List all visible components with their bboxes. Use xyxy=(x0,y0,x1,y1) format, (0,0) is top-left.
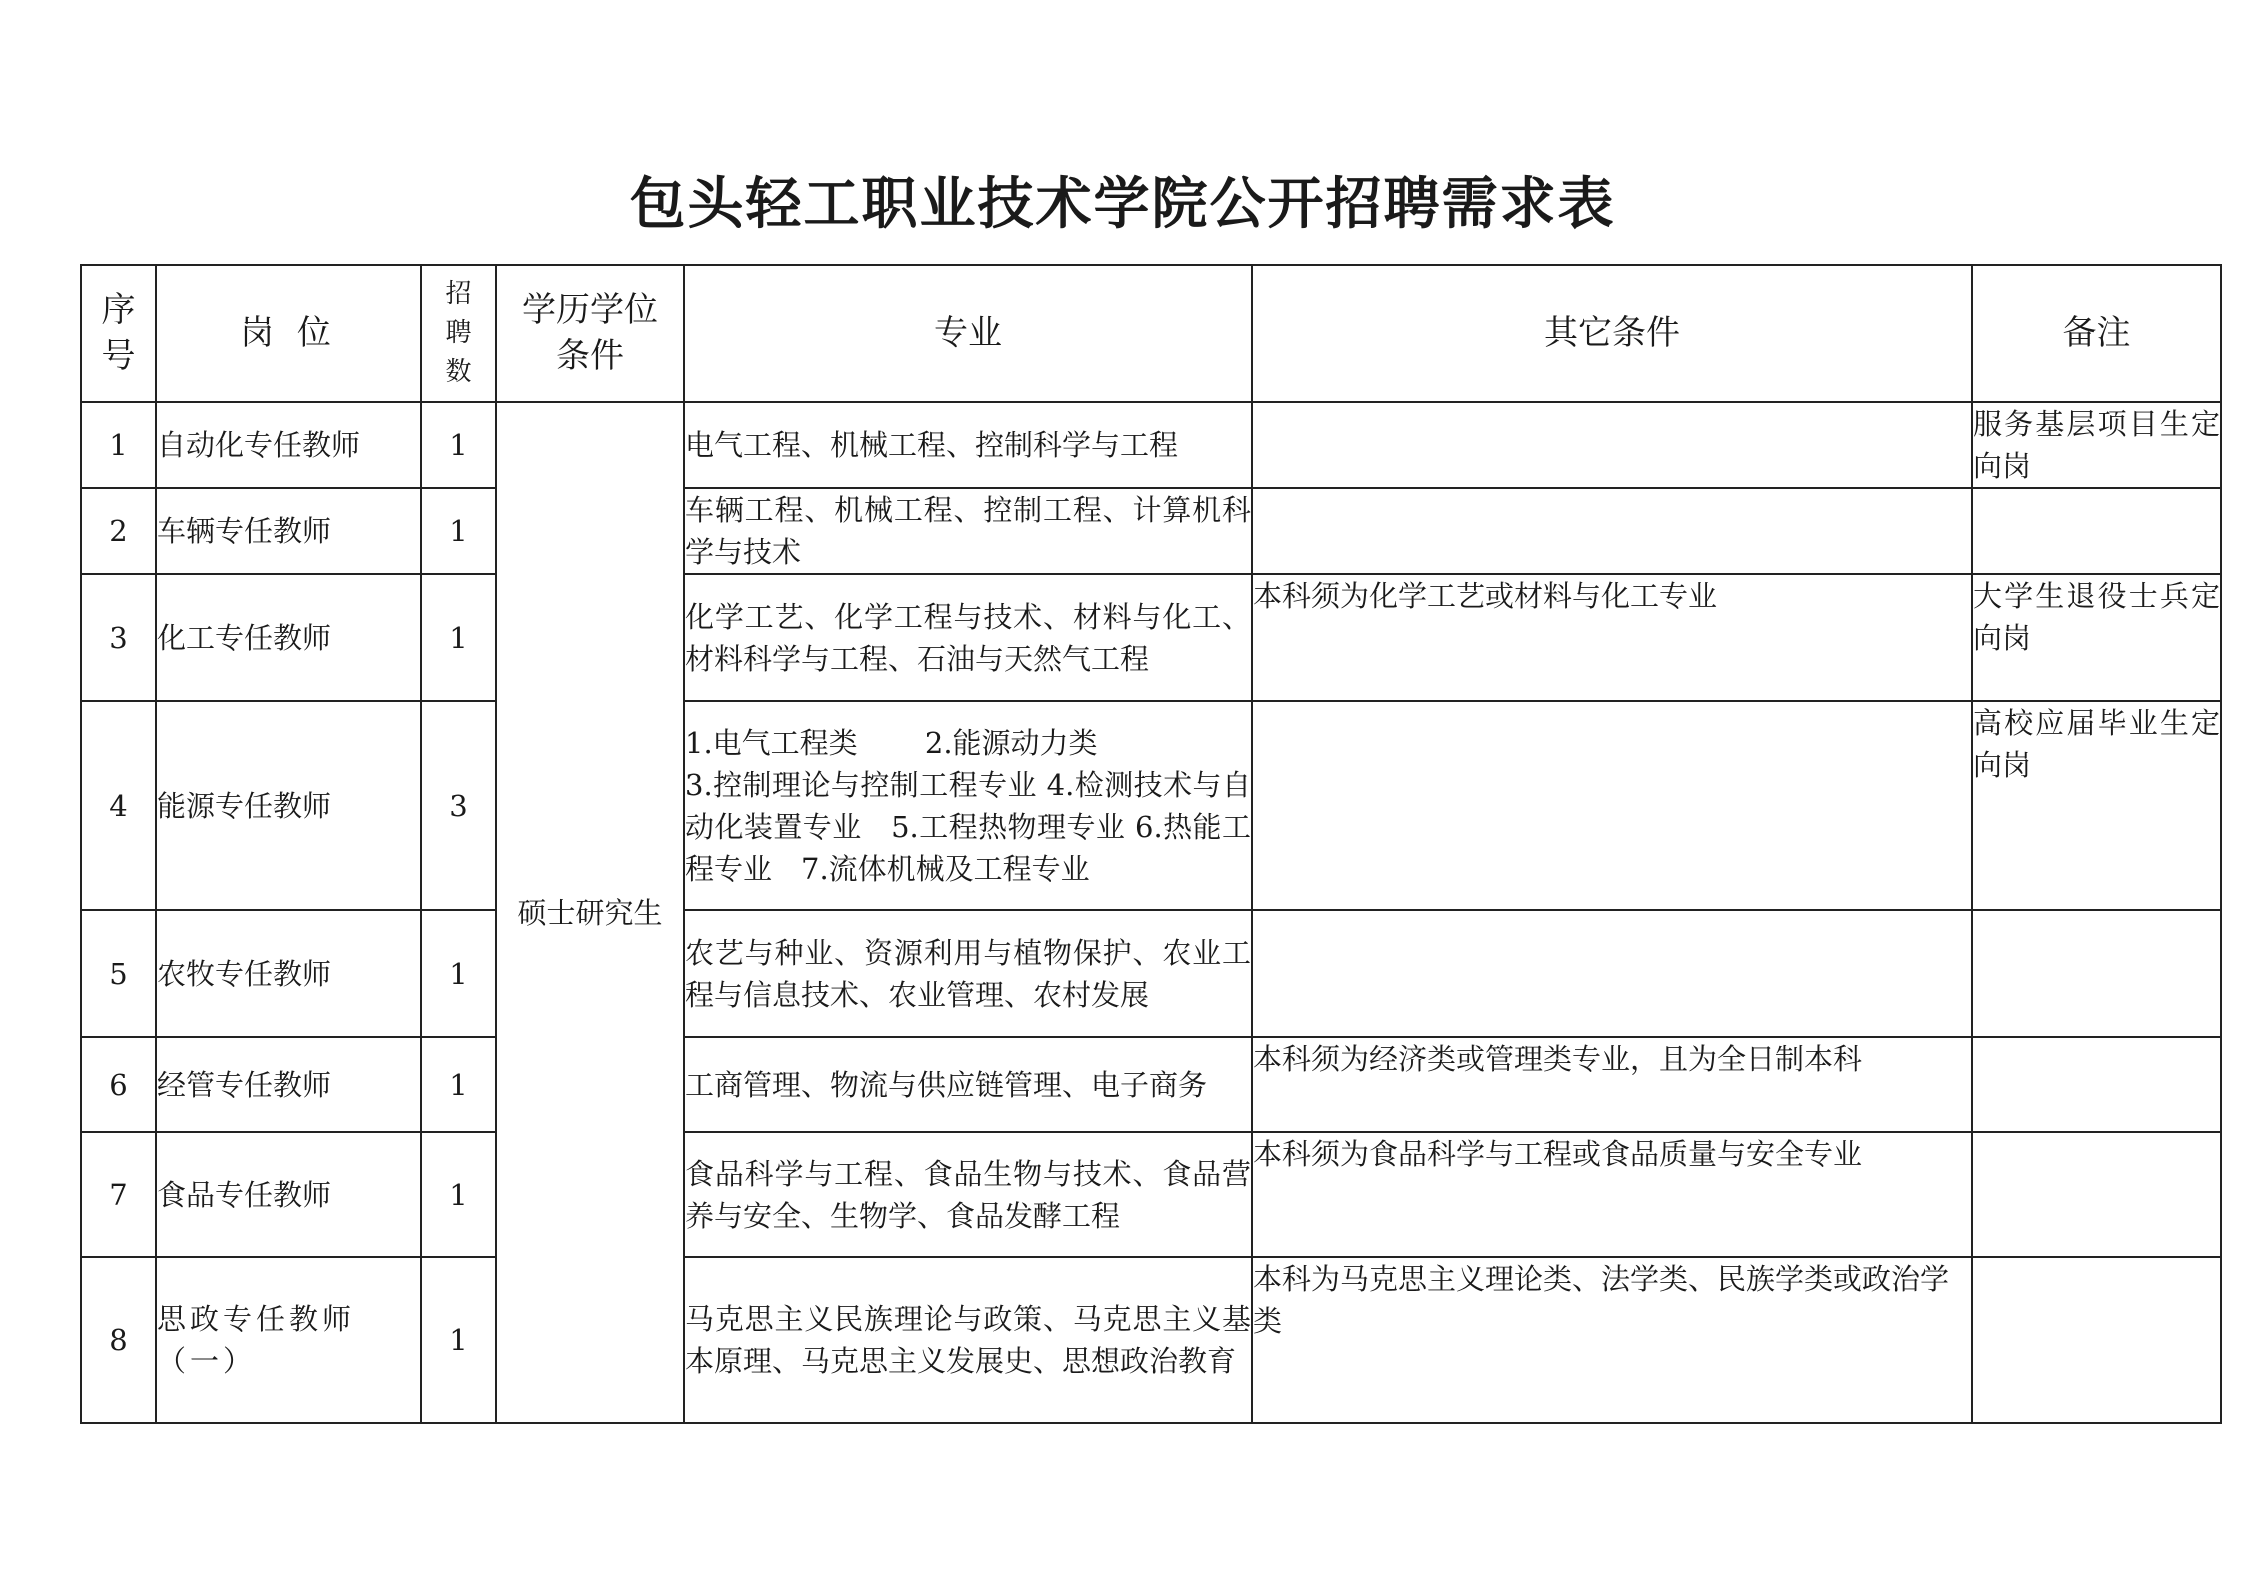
row-notes: 高校应届毕业生定向岗 xyxy=(1972,701,2221,910)
table-row xyxy=(81,1132,2221,1257)
table-row xyxy=(81,488,2221,574)
major-line: 1.电气工程类 2.能源动力类 xyxy=(685,725,1098,760)
row-position: 思政专任教师（一） xyxy=(156,1257,421,1423)
row-major: 化学工艺、化学工程与技术、材料与化工、材料科学与工程、石油与天然气工程 xyxy=(684,574,1252,701)
row-conditions: 本科为马克思主义理论类、法学类、民族学类或政治学类 xyxy=(1252,1257,1972,1423)
row-conditions: 本科须为食品科学与工程或食品质量与安全专业 xyxy=(1252,1132,1972,1257)
row-conditions xyxy=(1252,402,1972,488)
row-position: 经管专任教师 xyxy=(156,1037,421,1132)
row-count: 3 xyxy=(421,701,496,910)
header-count: 招聘数 xyxy=(421,265,496,402)
header-major: 专业 xyxy=(684,265,1252,402)
table-row xyxy=(81,402,2221,488)
row-count: 1 xyxy=(421,910,496,1037)
table-row xyxy=(81,574,2221,701)
row-major: 电气工程、机械工程、控制科学与工程 xyxy=(684,402,1252,488)
row-notes: 大学生退役士兵定向岗 xyxy=(1972,574,2221,701)
row-index: 1 xyxy=(81,402,156,488)
row-count: 1 xyxy=(421,488,496,574)
recruitment-table xyxy=(80,264,2222,1424)
table-row xyxy=(81,1037,2221,1132)
header-notes: 备注 xyxy=(1972,265,2221,402)
row-notes xyxy=(1972,1132,2221,1257)
table-row xyxy=(81,1257,2221,1423)
row-index: 4 xyxy=(81,701,156,910)
row-index: 7 xyxy=(81,1132,156,1257)
row-count: 1 xyxy=(421,1037,496,1132)
header-conditions: 其它条件 xyxy=(1252,265,1972,402)
row-position: 能源专任教师 xyxy=(156,701,421,910)
row-conditions xyxy=(1252,910,1972,1037)
header-position: 岗 位 xyxy=(156,265,421,402)
row-index: 8 xyxy=(81,1257,156,1423)
row-index: 6 xyxy=(81,1037,156,1132)
row-major: 车辆工程、机械工程、控制工程、计算机科学与技术 xyxy=(684,488,1252,574)
row-position: 农牧专任教师 xyxy=(156,910,421,1037)
row-major xyxy=(684,701,1252,910)
row-conditions xyxy=(1252,488,1972,574)
row-conditions: 本科须为经济类或管理类专业，且为全日制本科 xyxy=(1252,1037,1972,1132)
row-major: 工商管理、物流与供应链管理、电子商务 xyxy=(684,1037,1252,1132)
row-notes xyxy=(1972,488,2221,574)
page-title: 包头轻工职业技术学院公开招聘需求表 xyxy=(629,172,1616,237)
major-line: 3.控制理论与控制工程专业 4.检测技术与自动化装置专业 5.工程热物理专业 6.热能工程专业 7.流体机械及工程专业 xyxy=(685,767,1251,886)
header-row xyxy=(81,265,2221,402)
row-notes xyxy=(1972,1037,2221,1132)
row-index: 5 xyxy=(81,910,156,1037)
table-row xyxy=(81,701,2221,910)
row-index: 3 xyxy=(81,574,156,701)
row-major: 农艺与种业、资源利用与植物保护、农业工程与信息技术、农业管理、农村发展 xyxy=(684,910,1252,1037)
header-index: 序号 xyxy=(81,265,156,402)
row-count: 1 xyxy=(421,1132,496,1257)
row-position: 食品专任教师 xyxy=(156,1132,421,1257)
row-count: 1 xyxy=(421,574,496,701)
row-position: 自动化专任教师 xyxy=(156,402,421,488)
row-major: 食品科学与工程、食品生物与技术、食品营养与安全、生物学、食品发酵工程 xyxy=(684,1132,1252,1257)
row-count: 1 xyxy=(421,402,496,488)
table-row xyxy=(81,910,2221,1037)
row-major: 马克思主义民族理论与政策、马克思主义基本原理、马克思主义发展史、思想政治教育 xyxy=(684,1257,1252,1423)
row-index: 2 xyxy=(81,488,156,574)
row-notes xyxy=(1972,910,2221,1037)
row-position: 车辆专任教师 xyxy=(156,488,421,574)
row-notes: 服务基层项目生定向岗 xyxy=(1972,402,2221,488)
degree-requirement: 硕士研究生 xyxy=(496,402,684,1423)
row-count: 1 xyxy=(421,1257,496,1423)
row-conditions xyxy=(1252,701,1972,910)
header-degree: 学历学位条件 xyxy=(496,265,684,402)
row-notes xyxy=(1972,1257,2221,1423)
row-position: 化工专任教师 xyxy=(156,574,421,701)
row-conditions: 本科须为化学工艺或材料与化工专业 xyxy=(1252,574,1972,701)
